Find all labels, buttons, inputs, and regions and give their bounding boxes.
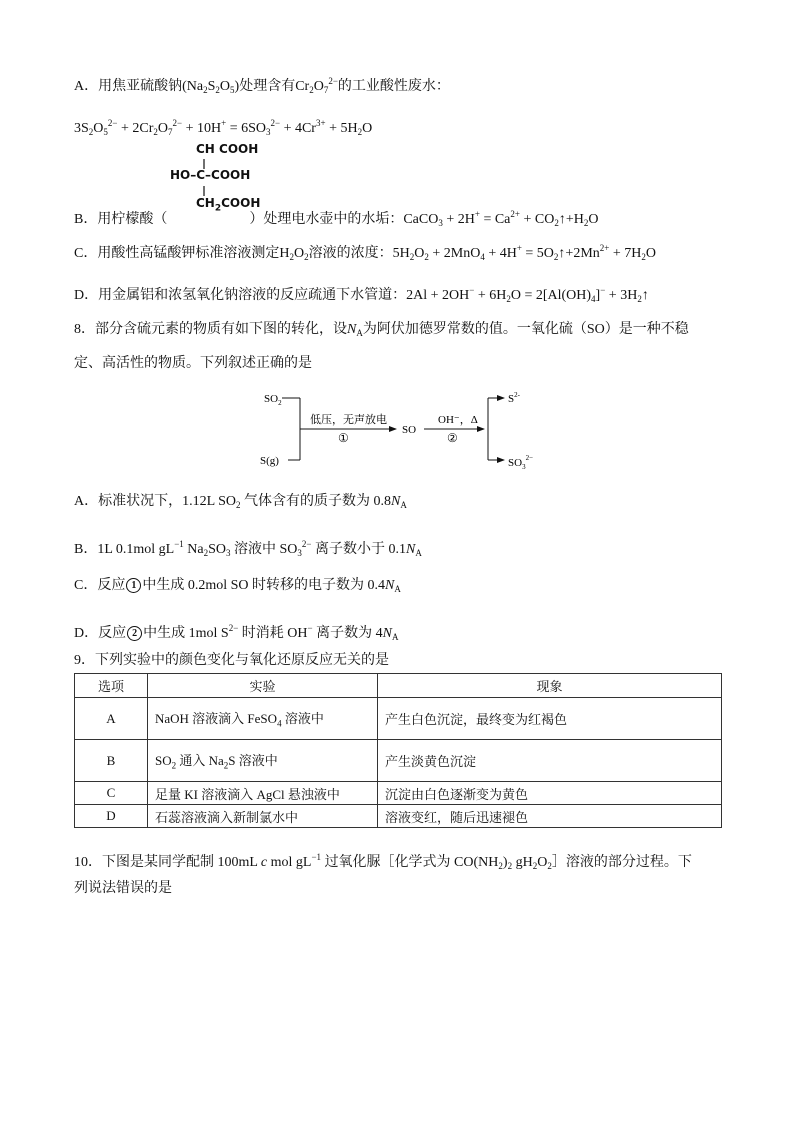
q8-reaction-scheme — [258, 390, 548, 470]
scheme-reactant-sg: S(g) — [260, 455, 279, 467]
row-option: C — [75, 782, 148, 805]
scheme-step-2: ② — [447, 431, 458, 445]
header-phenomenon: 现象 — [378, 674, 722, 698]
table-row — [75, 805, 722, 828]
row-phenomenon: 沉淀由白色逐渐变为黄色 — [378, 782, 722, 805]
row-phenomenon: 产生淡黄色沉淀 — [378, 740, 722, 782]
struct-line-1: CH COOH — [196, 142, 259, 156]
q7-option-b — [74, 204, 598, 233]
table-row — [75, 698, 722, 740]
q7-option-d — [74, 280, 649, 309]
scheme-product-s2: $S^{2-}$ — [508, 391, 520, 405]
q7-option-a-equation: $3S_2O_5^{2-} + 2Cr_2O_7^{2-} + 10H^+ = 6SO_3^{2-} + 4Cr^{3+} + 5H_2O$ — [74, 118, 373, 137]
q7-option-a-mid: 处理含有 — [239, 79, 296, 94]
row-phenomenon: 溶液变红，随后迅速褪色 — [378, 805, 722, 828]
q7-option-c-label: C．用酸性高锰酸钾标准溶液测定 — [74, 246, 280, 261]
scheme-step-1: ① — [338, 431, 349, 445]
row-experiment: 石蕊溶液滴入新制氯水中 — [148, 805, 378, 828]
formula-na2s2o5: $(Na_2S_2O_5)$ — [182, 79, 240, 95]
row-phenomenon: 产生白色沉淀，最终变为红褐色 — [378, 698, 722, 740]
row-experiment: NaOH 溶液滴入 FeSO$_4$ 溶液中 — [148, 698, 378, 740]
q7-option-a-label: A．用焦亚硫酸钠 — [74, 79, 183, 94]
q8-stem-1b: 为阿伏加德罗常数的值。一氧化硫（SO）是一种不稳 — [362, 322, 689, 337]
row-option: A — [75, 698, 148, 740]
q7-option-d-equation: $2Al + 2OH^- + 6H_2O = 2[Al(OH)_4]^-$ + $3H_2↑$ — [406, 285, 649, 304]
row-experiment: $SO_2$ 通入 $Na_2S$ 溶液中 — [148, 740, 378, 782]
scheme-product-so3: $SO_3^{2-}$ — [508, 454, 534, 470]
table-header-row — [75, 674, 722, 698]
q7-option-d-label: D．用金属铝和浓氢氧化钠溶液的反应疏通下水管道： — [74, 288, 407, 303]
row-experiment: 足量 KI 溶液滴入 AgCl 悬浊液中 — [148, 782, 378, 805]
q8-option-b: B．1L 0.1mol $gL^{-1}$ $Na_2SO_3$ 溶液中 $SO_3^{2-}$ 离子数小于 $0.1N_A$ — [74, 539, 422, 558]
scheme-middle-so: SO — [402, 424, 417, 436]
q10-stem-line-2: 列说法错误的是 — [74, 881, 172, 896]
q7-option-a-tail: 的工业酸性废水： — [337, 79, 450, 94]
header-experiment: 实验 — [148, 674, 378, 698]
q7-option-a: A．用焦亚硫酸钠$(Na_2S_2O_5)$处理含有$Cr_2O_7^{2-}$的工业酸性废水： — [74, 76, 450, 95]
q8-option-c: C．反应 1 中生成 0.2mol SO 时转移的电子数为 $0.4N_A$ — [74, 578, 401, 594]
struct-line-3: $CH_2COOH$ — [196, 196, 261, 214]
q8-stem-line-1: 8．部分含硫元素的物质有如下图的转化，设$N_A$为阿伏加德罗常数的值。一氧化硫（SO）是一种不稳 — [74, 322, 689, 338]
q7-option-c-mid: 溶液的浓度： — [308, 246, 393, 261]
q9-table — [74, 673, 722, 828]
q8-stem-1: 8．部分含硫元素的物质有如下图的转化，设 — [74, 322, 347, 337]
q7-option-b-label: B．用柠檬酸（ — [74, 212, 168, 227]
row-option: D — [75, 805, 148, 828]
q8-option-d: D．反应 2 中生成 1mol $S^{2-}$ 时消耗 OH− 离子数为 $4N_A$ — [74, 623, 399, 642]
scheme-condition-1: 低压，无声放电 — [310, 414, 387, 426]
scheme-reactant-so2: $SO_2$ — [264, 393, 282, 407]
q9-stem: 9．下列实验中的颜色变化与氧化还原反应无关的是 — [74, 653, 389, 668]
table-row — [75, 782, 722, 805]
q7-option-c: C．用酸性高锰酸钾标准溶液测定$H_2O_2$溶液的浓度：$5H_2O_2 + 2MnO_4 + 4H^+$ = $5O_2↑+2Mn^{2+} + 7H_2O$ — [74, 243, 656, 262]
struct-line-2: HO–C–COOH — [170, 168, 251, 182]
header-option: 选项 — [75, 674, 148, 698]
q8-option-a: A．标准状况下，1.12L $SO_2$ 气体含有的质子数为 $0.8N_A$ — [74, 494, 407, 510]
q8-stem-line-2: 定、高活性的物质。下列叙述正确的是 — [74, 356, 312, 371]
q10-stem-line-1: 10．下图是某同学配制 100mL c mol $gL^{-1}$ 过氧化脲［化学式为 $CO(NH_2)_2$ $gH_2O_2]$溶液的部分过程。下 — [74, 852, 692, 871]
q7-option-c-equation: $5H_2O_2 + 2MnO_4 + 4H^+$ = $5O_2↑+2Mn^{2+} + 7H_2O$ — [392, 243, 656, 262]
scheme-condition-2: OH⁻，Δ — [438, 414, 478, 426]
q7-option-b-mid: ）处理电水壶中的水垢： — [249, 212, 404, 227]
row-option: B — [75, 740, 148, 782]
q7-option-b-equation: CaCO$_3$ + $2H^+ = Ca^{2+}$ + $CO_2↑+H_2O$ — [403, 209, 599, 228]
table-row — [75, 740, 722, 782]
